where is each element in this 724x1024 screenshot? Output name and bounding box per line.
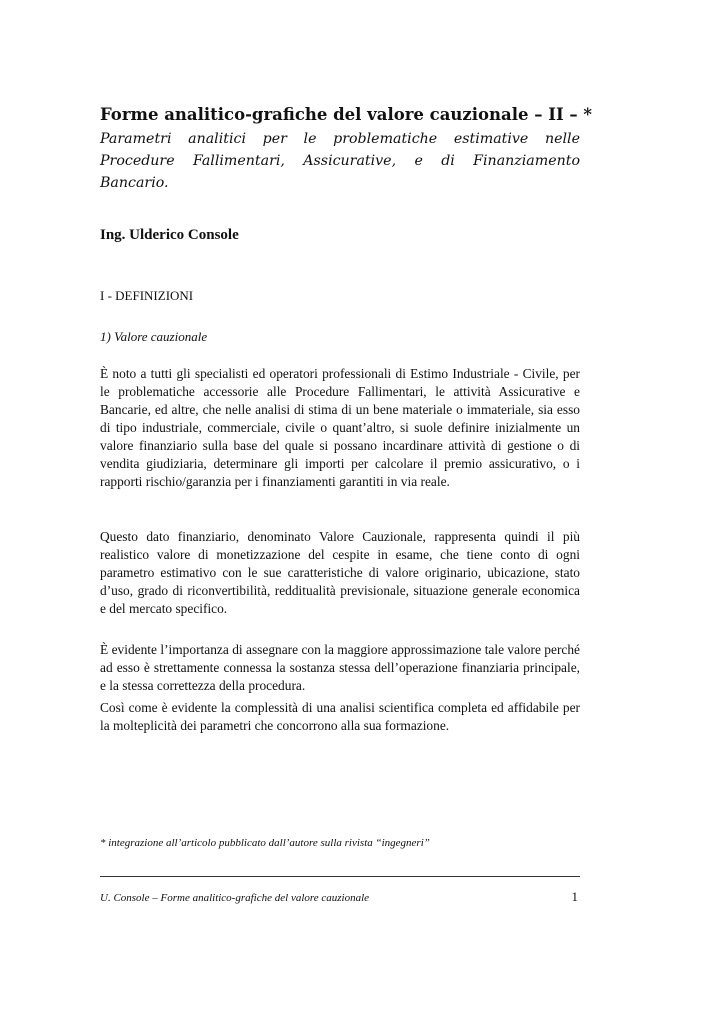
running-footer-title: U. Console – Forme analitico-grafiche del valore cauzionale	[100, 892, 370, 904]
document-subtitle: Parametri analitici per le problematiche estimative nelle Procedure Fallimentari, Assicurative, e di Finanziamento Bancario.	[100, 131, 580, 191]
body-paragraph: Questo dato finanziario, denominato Valore Cauzionale, rappresenta quindi il più realistico valore di monetizzazione del cespite in esame, che tiene conto di ogni parametro estimativo con le sue caratteristiche di valore originario, ubicazione, stato d’uso, grado di riconvertibilità, redditualità previsionale, situazione generale economica e del mercato specifico.	[100, 529, 580, 616]
page-number: 1	[571, 889, 578, 904]
subsection-heading: 1) Valore cauzionale	[100, 329, 208, 344]
body-paragraph: È noto a tutti gli specialisti ed operatori professionali di Estimo Industriale - Civile, per le problematiche accessorie alle Procedure Fallimentari, le attività Assicurative e Bancarie, ed altre, che nelle analisi di stima di un bene materiale o immateriale, sia esso di tipo industriale, commerciale, civile o quant’altro, si suole definire inizialmente un valore finanziario sulla base del quale si possano incardinare attività di gestione o di vendita giudiziaria, determinare gli importi per calcolare il premio assicurativo, o i rapporti rischio/garanzia per i finanziamenti garantiti in via reale.	[100, 366, 580, 489]
footer-divider	[100, 876, 580, 877]
document-page	[100, 0, 593, 1024]
author-name: Ing. Ulderico Console	[100, 227, 239, 243]
document-title: Forme analitico-grafiche del valore cauzionale – II – *	[100, 105, 593, 124]
section-heading: I - DEFINIZIONI	[100, 288, 194, 303]
body-paragraph: Così come è evidente la complessità di una analisi scientifica completa ed affidabile per la molteplicità dei parametri che concorrono alla sua formazione.	[100, 700, 580, 733]
footnote: * integrazione all’articolo pubblicato dall’autore sulla rivista “ingegneri”	[100, 837, 430, 849]
body-paragraph: È evidente l’importanza di assegnare con la maggiore approssimazione tale valore perché ad esso è strettamente connessa la sostanza stessa dell’operazione finanziaria principale, e la stessa correttezza della procedura.	[100, 642, 580, 693]
